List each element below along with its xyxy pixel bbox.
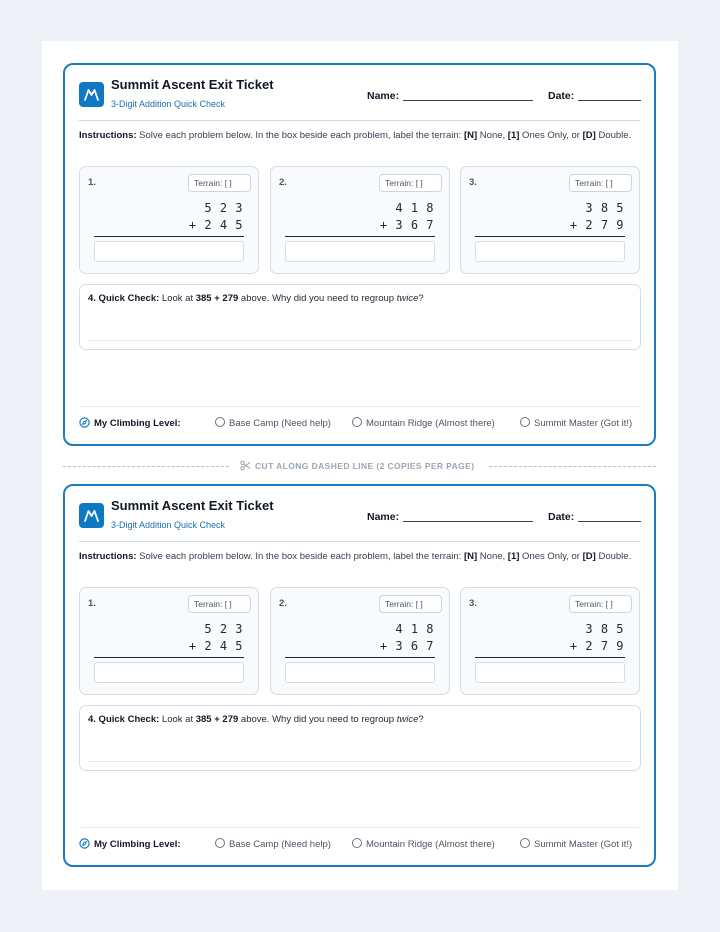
instructions-label: Instructions:: [79, 551, 137, 562]
problem-number: 3.: [469, 598, 477, 609]
terrain-box[interactable]: Terrain: [ ]: [379, 174, 442, 192]
sum-line: [285, 657, 435, 658]
date-label: Date:: [548, 90, 575, 102]
name-label: Name:: [367, 90, 400, 102]
header-divider: [79, 541, 640, 542]
addend-top: 5 2 3: [204, 622, 243, 636]
sum-line: [285, 236, 435, 237]
name-field[interactable]: [403, 521, 533, 522]
mountain-logo-icon: [79, 82, 104, 107]
quick-check-prompt: 4. Quick Check: Look at 385 + 279 above. Why did you need to regroup twice?: [88, 293, 424, 304]
date-field[interactable]: [578, 100, 641, 101]
level-divider: [79, 827, 640, 828]
level-option-base-camp[interactable]: Base Camp (Need help): [215, 838, 331, 850]
level-option-base-camp[interactable]: Base Camp (Need help): [215, 417, 331, 429]
terrain-box[interactable]: Terrain: [ ]: [569, 595, 632, 613]
level-option-summit-master[interactable]: Summit Master (Got it!): [520, 417, 632, 429]
addend-top: 3 8 5: [585, 201, 624, 215]
quick-check-answer-line[interactable]: [88, 309, 632, 341]
addend-bottom: + 2 4 5: [188, 218, 243, 232]
answer-box[interactable]: [94, 241, 244, 262]
addend-top: 4 1 8: [395, 622, 434, 636]
quick-check-answer-line[interactable]: [88, 730, 632, 762]
ticket-subtitle: 3-Digit Addition Quick Check: [111, 520, 226, 530]
compass-icon: [79, 417, 90, 431]
answer-box[interactable]: [285, 662, 435, 683]
addend-bottom: + 3 6 7: [379, 639, 434, 653]
problem-number: 1.: [88, 598, 96, 609]
scissors-icon: [240, 460, 251, 473]
ticket-title: Summit Ascent Exit Ticket: [111, 77, 274, 92]
level-option-mountain-ridge[interactable]: Mountain Ridge (Almost there): [352, 838, 495, 850]
instructions: Instructions: Solve each problem below. In the box beside each problem, label the terrain: [N] None, [1] Ones Only, or [D] Double.: [79, 551, 632, 562]
terrain-box[interactable]: Terrain: [ ]: [188, 595, 251, 613]
addend-top: 4 1 8: [395, 201, 434, 215]
problem-card-2: [270, 166, 450, 274]
header-divider: [79, 120, 640, 121]
radio-icon[interactable]: [520, 838, 530, 848]
instructions: Instructions: Solve each problem below. In the box beside each problem, label the terrain: [N] None, [1] Ones Only, or [D] Double.: [79, 130, 632, 141]
date-field[interactable]: [578, 521, 641, 522]
sum-line: [475, 657, 625, 658]
addend-bottom: + 3 6 7: [379, 218, 434, 232]
answer-box[interactable]: [475, 662, 625, 683]
terrain-box[interactable]: Terrain: [ ]: [569, 174, 632, 192]
addend-bottom: + 2 4 5: [188, 639, 243, 653]
level-divider: [79, 406, 640, 407]
cut-instruction: CUT ALONG DASHED LINE (2 COPIES PER PAGE): [240, 460, 474, 473]
mountain-logo-icon: [79, 503, 104, 528]
compass-icon: [79, 838, 90, 852]
dashed-line-left: [63, 466, 229, 467]
quick-check-box: [79, 705, 641, 771]
date-label: Date:: [548, 511, 575, 523]
ticket-title: Summit Ascent Exit Ticket: [111, 498, 274, 513]
name-label: Name:: [367, 511, 400, 523]
radio-icon[interactable]: [215, 838, 225, 848]
level-option-summit-master[interactable]: Summit Master (Got it!): [520, 838, 632, 850]
terrain-box[interactable]: Terrain: [ ]: [188, 174, 251, 192]
sum-line: [475, 236, 625, 237]
addend-bottom: + 2 7 9: [569, 218, 624, 232]
quick-check-box: [79, 284, 641, 350]
addend-top: 5 2 3: [204, 201, 243, 215]
climbing-level-label: My Climbing Level:: [79, 838, 181, 852]
climbing-level-label: My Climbing Level:: [79, 417, 181, 431]
problem-card-1: [79, 587, 259, 695]
addend-bottom: + 2 7 9: [569, 639, 624, 653]
sum-line: [94, 236, 244, 237]
exit-ticket-2: [63, 484, 656, 867]
exit-ticket-1: [63, 63, 656, 446]
radio-icon[interactable]: [520, 417, 530, 427]
dashed-line-right: [489, 466, 656, 467]
problem-card-2: [270, 587, 450, 695]
answer-box[interactable]: [285, 241, 435, 262]
sum-line: [94, 657, 244, 658]
problem-card-3: [460, 166, 640, 274]
level-option-mountain-ridge[interactable]: Mountain Ridge (Almost there): [352, 417, 495, 429]
quick-check-prompt: 4. Quick Check: Look at 385 + 279 above. Why did you need to regroup twice?: [88, 714, 424, 725]
answer-box[interactable]: [94, 662, 244, 683]
answer-box[interactable]: [475, 241, 625, 262]
problem-number: 3.: [469, 177, 477, 188]
cut-line: [63, 459, 656, 473]
radio-icon[interactable]: [352, 417, 362, 427]
radio-icon[interactable]: [352, 838, 362, 848]
worksheet-page: [42, 41, 678, 890]
problem-number: 1.: [88, 177, 96, 188]
ticket-subtitle: 3-Digit Addition Quick Check: [111, 99, 226, 109]
problem-card-3: [460, 587, 640, 695]
addend-top: 3 8 5: [585, 622, 624, 636]
problem-number: 2.: [279, 177, 287, 188]
terrain-box[interactable]: Terrain: [ ]: [379, 595, 442, 613]
problem-card-1: [79, 166, 259, 274]
name-field[interactable]: [403, 100, 533, 101]
instructions-label: Instructions:: [79, 130, 137, 141]
problem-number: 2.: [279, 598, 287, 609]
radio-icon[interactable]: [215, 417, 225, 427]
